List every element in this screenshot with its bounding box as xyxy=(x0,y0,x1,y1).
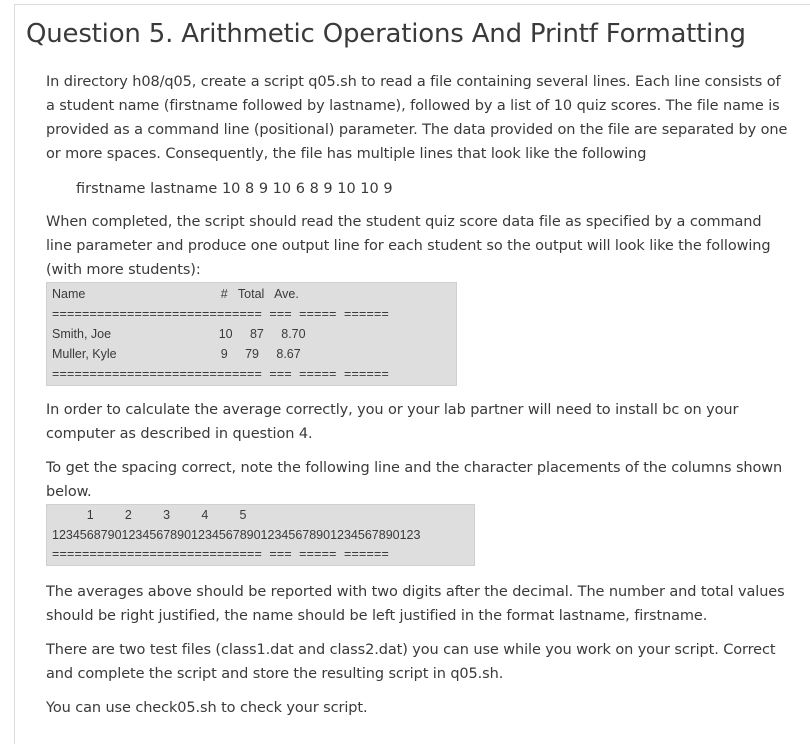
output-row: Smith, Joe 10 87 8.70 xyxy=(52,327,306,341)
ruler-rule: ============================ === ===== ====== xyxy=(52,547,390,561)
testfiles-paragraph: There are two test files (class1.dat and class2.dat) you can use while you work on your script. Correct and complete the script and store the resulting script in q05.sh. xyxy=(46,642,776,682)
output-header: Name # Total Ave. xyxy=(52,287,299,301)
ruler-tens: 1 2 3 4 5 xyxy=(52,508,247,522)
ruler-digits: 12345687901234567890123456789012345678901234567890123 xyxy=(52,528,421,542)
spacing-paragraph: To get the spacing correct, note the following line and the character placements of the columns shown below. xyxy=(46,460,783,500)
output-row: Muller, Kyle 9 79 8.67 xyxy=(52,347,301,361)
completed-paragraph: When completed, the script should read the student quiz score data file as specified by a command line parameter and produce one output line for each student so the output will look like the following (with more students): xyxy=(46,214,771,278)
bc-paragraph: In order to calculate the average correctly, you or your lab partner will need to install bc on your computer as described in question 4. xyxy=(46,402,739,442)
intro-paragraph: In directory h08/q05, create a script q05.sh to read a file containing several lines. Each line consists of a student name (firstname followed by lastname), followed by a list of 10 quiz scores. The file name is provided as a command line (positional) parameter. The data provided on the file are separated by one or more spaces. Consequently, the file has multiple lines that look like the following xyxy=(46,74,788,162)
question-card xyxy=(14,4,810,744)
output-rule-top: ============================ === ===== ====== xyxy=(52,307,390,321)
averages-paragraph: The averages above should be reported with two digits after the decimal. The number and total values should be right justified, the name should be left justified in the format lastname, firstname. xyxy=(46,584,785,624)
output-example-box xyxy=(46,282,457,386)
question-title: Question 5. Arithmetic Operations And Printf Formatting xyxy=(26,19,746,49)
check-paragraph: You can use check05.sh to check your script. xyxy=(46,700,368,716)
output-rule-bottom: ============================ === ===== ====== xyxy=(52,367,390,381)
ruler-box xyxy=(46,504,475,566)
example-line: firstname lastname 10 8 9 10 6 8 9 10 10 9 xyxy=(76,181,393,197)
